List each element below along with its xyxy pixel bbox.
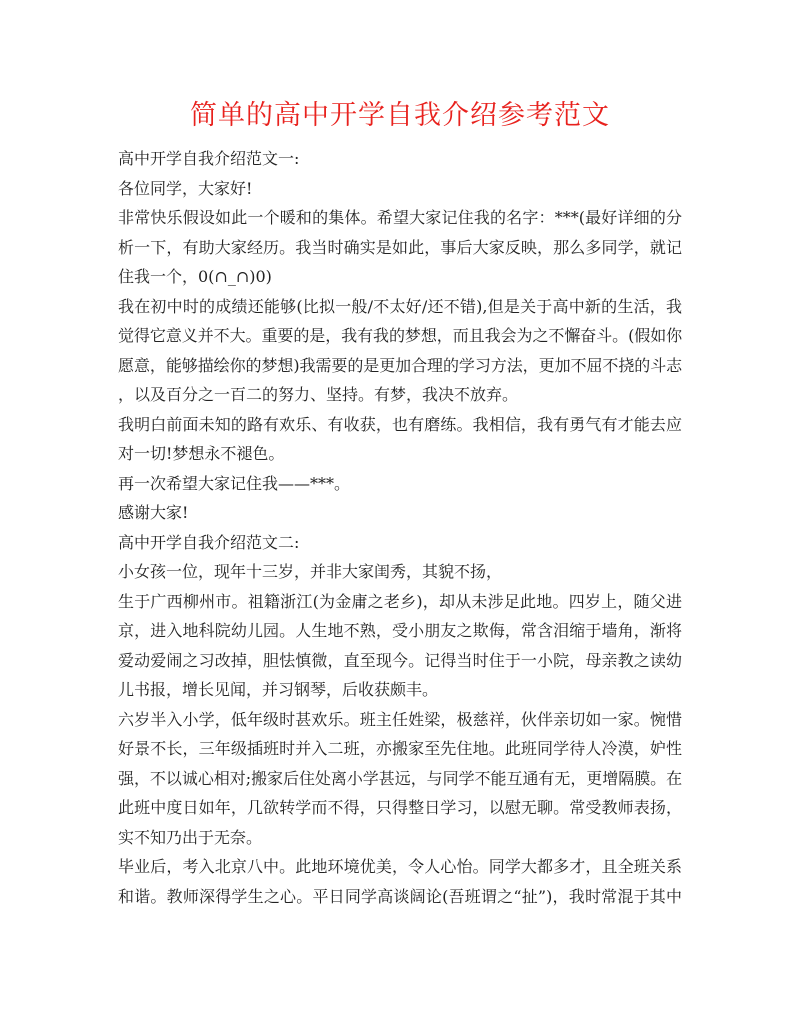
text-line: 我明白前面未知的路有欢乐、有收获，也有磨练。我相信，我有勇气有才能去应 (118, 414, 682, 434)
text-line: 实不知乃出于无奈。 (118, 827, 263, 847)
text-line: 生于广西柳州市。祖籍浙江(为金庸之老乡)，却从未涉足此地。四岁上，随父进 (118, 591, 682, 611)
text-line: 住我一个，0(∩_∩)0) (118, 267, 272, 286)
text-line: 好景不长，三年级插班时并入二班，亦搬家至先住地。此班同学待人冷漠，妒性 (118, 739, 682, 758)
text-line: 愿意，能够描绘你的梦想)我需要的是更加合理的学习方法，更加不屈不挠的斗志 (118, 355, 682, 375)
text-line: 觉得它意义并不大。重要的是，我有我的梦想，而且我会为之不懈奋斗。(假如你 (118, 326, 682, 345)
text-line: 儿书报，增长见闻，并习钢琴，后收获颇丰。 (118, 680, 439, 699)
text-line: 京，进入地科院幼儿园。人生地不熟，受小朋友之欺侮，常含泪缩于墙角，渐将 (118, 621, 682, 640)
document-title: 简单的高中开学自我介绍参考范文 (190, 100, 610, 131)
text-line: 对一切!梦想永不褪色。 (118, 444, 285, 463)
text-line: 强，不以诚心相对;搬家后住处离小学甚远，与同学不能互通有无，更增隔膜。在 (118, 768, 682, 788)
text-line: ，以及百分之一百二的努力、坚持。有梦，我决不放弃。 (118, 385, 519, 404)
text-line: 我在初中时的成绩还能够(比拟一般/不太好/还不错),但是关于高中新的生活，我 (118, 296, 682, 316)
text-line: 高中开学自我介绍范文二: (118, 532, 300, 552)
text-line: 爱动爱闹之习改掉，胆怯慎微，直至现今。记得当时住于一小院，母亲教之读幼 (118, 650, 682, 670)
text-line: 毕业后，考入北京八中。此地环境优美，令人心怡。同学大都多才，且全班关系 (118, 857, 682, 876)
text-line: 再一次希望大家记住我——***。 (118, 473, 351, 493)
text-line: 和谐。教师深得学生之心。平日同学高谈阔论(吾班谓之“扯”)，我时常混于其中 (118, 886, 682, 906)
text-line: 析一下，有助大家经历。我当时确实是如此，事后大家反映，那么多同学，就记 (118, 237, 682, 257)
text-line: 非常快乐假设如此一个暖和的集体。希望大家记住我的名字：***(最好详细的分 (118, 208, 682, 227)
text-line: 感谢大家! (118, 503, 189, 522)
text-line: 小女孩一位，现年十三岁，并非大家闺秀，其貌不扬， (118, 562, 503, 581)
text-line: 高中开学自我介绍范文一: (118, 149, 300, 168)
text-line: 六岁半入小学，低年级时甚欢乐。班主任姓梁，极慈祥，伙伴亲切如一家。惋惜 (118, 709, 682, 729)
text-line: 各位同学，大家好! (118, 178, 253, 198)
document-body (118, 144, 682, 911)
text-line: 此班中度日如年，几欲转学而不得，只得整日学习，以慰无聊。常受教师表扬， (118, 798, 682, 817)
